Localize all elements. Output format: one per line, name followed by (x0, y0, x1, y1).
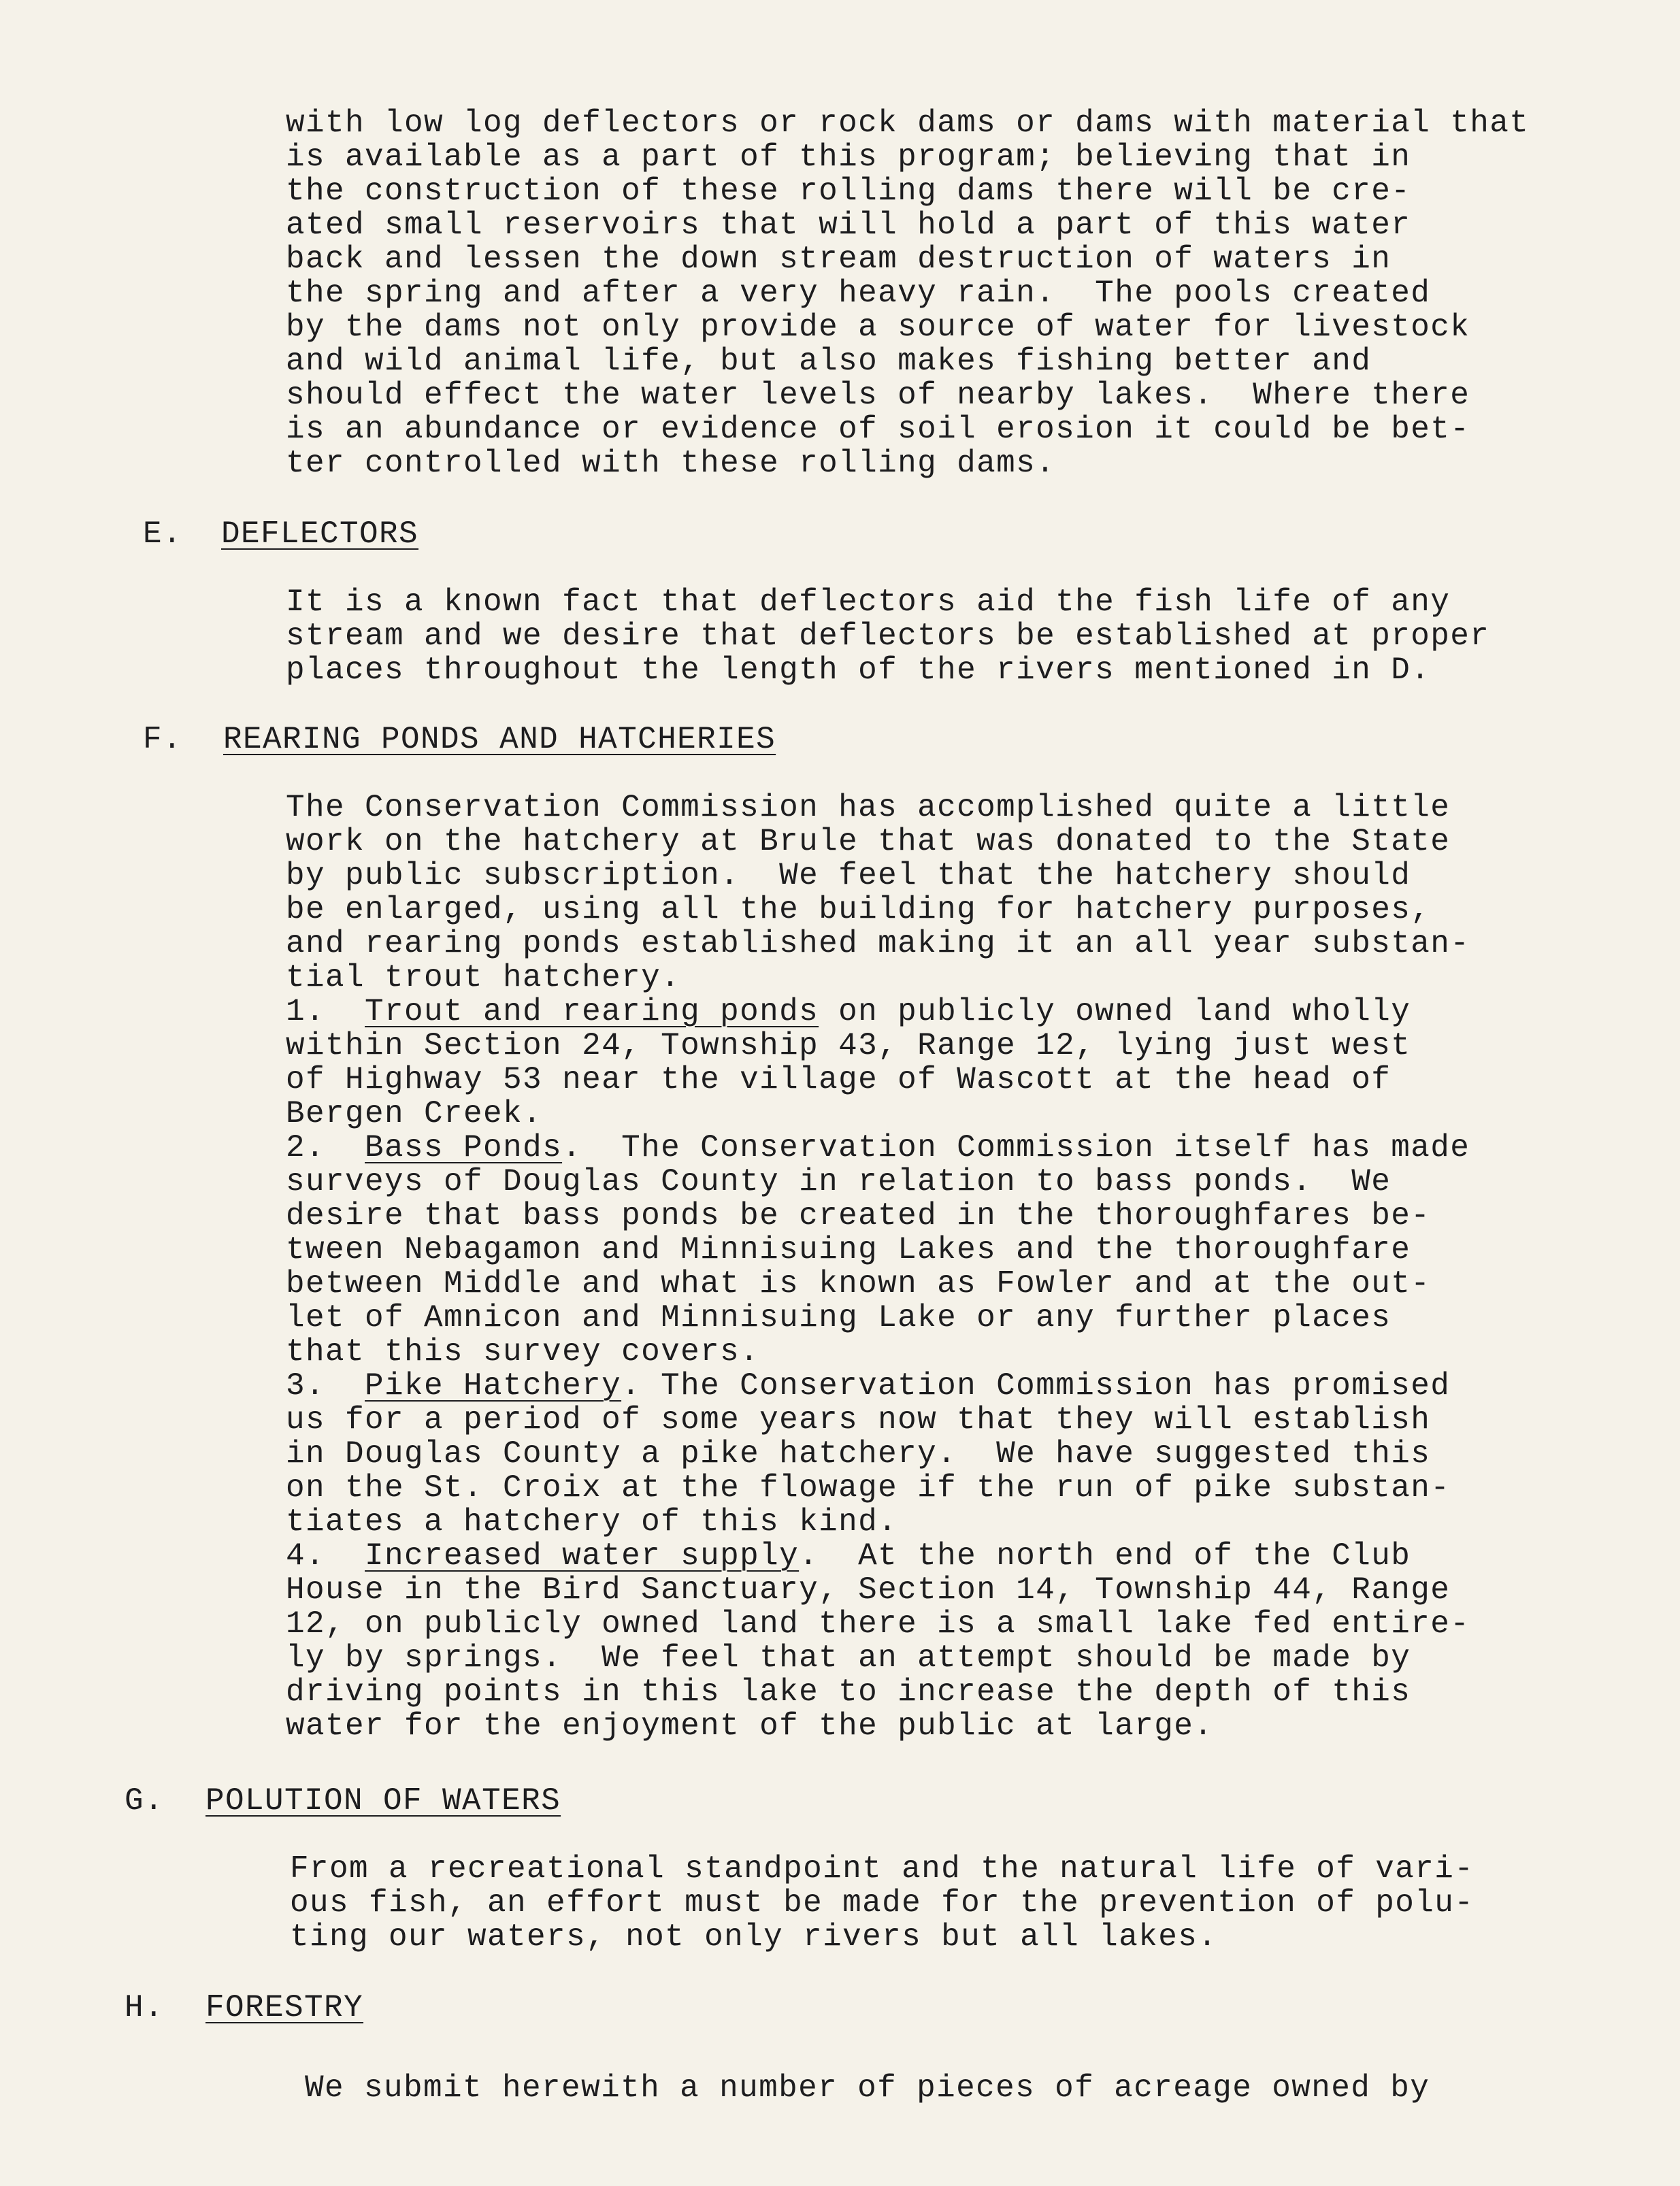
text-line: is an abundance or evidence of soil erosion it could be bet- (286, 412, 1470, 447)
section-title: REARING PONDS AND HATCHERIES (223, 722, 776, 757)
item-title: Bass Ponds (365, 1130, 563, 1165)
text-line: 12, on publicly owned land there is a small lake fed entire- (286, 1606, 1470, 1642)
text-line: House in the Bird Sanctuary, Section 14, Township 44, Range (286, 1572, 1451, 1608)
text-line: places throughout the length of the rivers mentioned in D. (286, 652, 1431, 688)
text-line: ter controlled with these rolling dams. (286, 446, 1056, 481)
text-line: within Section 24, Township 43, Range 12, lying just west (286, 1028, 1411, 1063)
text-line: by the dams not only provide a source of water for livestock (286, 310, 1470, 345)
item-title: Trout and rearing ponds (365, 994, 819, 1029)
text-line: let of Amnicon and Minnisuing Lake or any further places (286, 1300, 1391, 1336)
text-line: the construction of these rolling dams there will be cre- (286, 173, 1411, 209)
text-line: back and lessen the down stream destruction of waters in (286, 242, 1391, 277)
text-line: water for the enjoyment of the public at large. (286, 1708, 1214, 1744)
text-line: stream and we desire that deflectors be established at proper (286, 618, 1490, 654)
section-letter: E. (143, 516, 183, 552)
text-line: The Conservation Commission has accomplished quite a little (286, 790, 1451, 825)
item-title: Pike Hatchery (365, 1368, 622, 1404)
item-text: on publicly owned land wholly (819, 994, 1411, 1029)
text-line: of Highway 53 near the village of Wascott at the head of (286, 1062, 1391, 1097)
section-letter: F. (143, 722, 183, 757)
text-line: Bergen Creek. (286, 1096, 543, 1131)
item-number: 1. (286, 994, 326, 1029)
text-line: by public subscription. We feel that the hatchery should (286, 858, 1411, 893)
item-number: 2. (286, 1130, 326, 1165)
text-line: and wild animal life, but also makes fishing better and (286, 344, 1372, 379)
text-line: is available as a part of this program; believing that in (286, 139, 1411, 175)
list-item-first-line (286, 1539, 1411, 1573)
text-line: tween Nebagamon and Minnisuing Lakes and the thoroughfare (286, 1232, 1411, 1268)
text-line: tial trout hatchery. (286, 960, 681, 995)
text-line: ous fish, an effort must be made for the prevention of polu- (290, 1885, 1475, 1921)
text-line: in Douglas County a pike hatchery. We have suggested this (286, 1436, 1431, 1472)
list-item-first-line (286, 1131, 1470, 1165)
text-line: between Middle and what is known as Fowler and at the out- (286, 1266, 1431, 1302)
text-line: driving points in this lake to increase the depth of this (286, 1674, 1411, 1710)
item-text: . The Conservation Commission itself has made (562, 1130, 1470, 1165)
item-number: 3. (286, 1368, 326, 1404)
list-item-first-line (286, 1369, 1450, 1403)
section-letter: H. (125, 1990, 165, 2025)
text-line: ting our waters, not only rivers but all lakes. (290, 1919, 1218, 1955)
text-line: ly by springs. We feel that an attempt should be made by (286, 1640, 1411, 1676)
item-title: Increased water supply (365, 1538, 800, 1574)
text-line: the spring and after a very heavy rain. The pools created (286, 276, 1431, 311)
item-text: . The Conservation Commission has promised (621, 1368, 1451, 1404)
text-line: tiates a hatchery of this kind. (286, 1504, 898, 1540)
section-letter: G. (125, 1783, 165, 1819)
item-number: 4. (286, 1538, 326, 1574)
text-line: and rearing ponds established making it an all year substan- (286, 926, 1470, 961)
text-line: work on the hatchery at Brule that was donated to the State (286, 824, 1451, 859)
text-line: that this survey covers. (286, 1334, 760, 1370)
text-line: From a recreational standpoint and the natural life of vari- (290, 1851, 1475, 1887)
section-title: POLUTION OF WATERS (205, 1783, 561, 1819)
text-line: desire that bass ponds be created in the thoroughfares be- (286, 1198, 1431, 1233)
text-line: on the St. Croix at the flowage if the run of pike substan- (286, 1470, 1451, 1506)
text-line: be enlarged, using all the building for hatchery purposes, (286, 892, 1431, 927)
item-text: . At the north end of the Club (799, 1538, 1411, 1574)
section-title: DEFLECTORS (221, 516, 419, 552)
section-title: FORESTRY (205, 1990, 364, 2025)
text-line: us for a period of some years now that they will establish (286, 1402, 1431, 1438)
list-item-first-line (286, 995, 1411, 1029)
text-line: should effect the water levels of nearby lakes. Where there (286, 378, 1470, 413)
text-line: We submit herewith a number of pieces of acreage owned by (305, 2070, 1430, 2106)
text-line: with low log deflectors or rock dams or dams with material that (286, 105, 1530, 141)
text-line: It is a known fact that deflectors aid the fish life of any (286, 584, 1451, 620)
text-line: surveys of Douglas County in relation to bass ponds. We (286, 1164, 1391, 1199)
text-line: ated small reservoirs that will hold a part of this water (286, 208, 1411, 243)
